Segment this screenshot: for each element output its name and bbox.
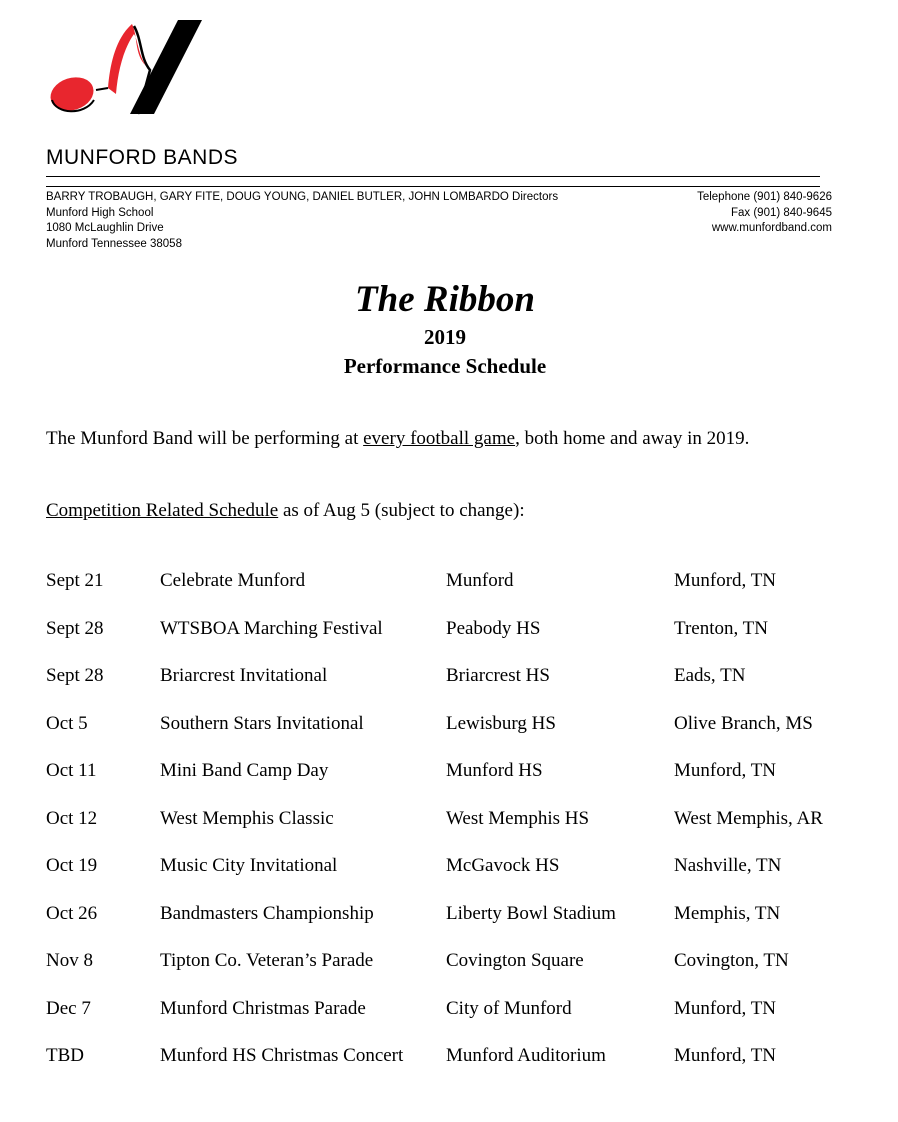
- intro-paragraph: [46, 428, 749, 450]
- competition-heading-underlined: Competition Related Schedule: [46, 500, 279, 521]
- telephone-line: Telephone (901) 840-9626: [697, 191, 832, 203]
- schedule-city: Munford, TN: [674, 1045, 777, 1066]
- schedule-venue: Briarcrest HS: [446, 665, 550, 686]
- schedule-date: TBD: [46, 1045, 84, 1066]
- schedule-event: Mini Band Camp Day: [160, 760, 329, 781]
- schedule-table: [46, 570, 856, 1093]
- schedule-date: Dec 7: [46, 997, 91, 1019]
- page-subtitle: Performance Schedule: [343, 354, 547, 378]
- schedule-venue: West Memphis HS: [446, 807, 590, 829]
- schedule-venue: Munford HS: [446, 760, 543, 781]
- street-line: 1080 McLaughlin Drive: [46, 222, 164, 234]
- schedule-venue: City of Munford: [446, 997, 572, 1019]
- directors-line: BARRY TROBAUGH, GARY FITE, DOUG YOUNG, DANIEL BUTLER, JOHN LOMBARDO Directors: [46, 191, 559, 203]
- schedule-city: Covington, TN: [674, 950, 789, 971]
- schedule-city: Nashville, TN: [674, 855, 782, 876]
- schedule-city: Munford, TN: [674, 997, 777, 1019]
- schedule-venue: Munford Auditorium: [446, 1045, 606, 1066]
- schedule-city: Memphis, TN: [674, 902, 781, 924]
- schedule-row: [46, 855, 856, 903]
- schedule-date: Nov 8: [46, 950, 93, 971]
- schedule-city: Trenton, TN: [674, 617, 768, 639]
- schedule-venue: Liberty Bowl Stadium: [446, 902, 616, 924]
- schedule-city: West Memphis, AR: [674, 807, 823, 829]
- schedule-event: Celebrate Munford: [160, 570, 306, 591]
- schedule-city: Munford, TN: [674, 760, 777, 781]
- schedule-event: WTSBOA Marching Festival: [160, 617, 383, 639]
- schedule-row: [46, 760, 856, 808]
- schedule-event: Music City Invitational: [160, 855, 338, 876]
- schedule-city: Olive Branch, MS: [674, 712, 813, 734]
- fax-line: Fax (901) 840-9645: [730, 206, 832, 219]
- schedule-event: Tipton Co. Veteran’s Parade: [160, 950, 374, 971]
- org-name: MUNFORD BANDS: [46, 146, 239, 169]
- schedule-date: Oct 5: [46, 712, 88, 734]
- schedule-event: Bandmasters Championship: [160, 902, 374, 924]
- website-link[interactable]: www.munfordband.com: [711, 222, 832, 234]
- schedule-date: Sept 21: [46, 570, 104, 591]
- schedule-venue: Peabody HS: [446, 617, 541, 639]
- school-line: Munford High School: [46, 206, 154, 219]
- city-line: Munford Tennessee 38058: [46, 237, 182, 250]
- address-block: [46, 190, 558, 252]
- schedule-date: Oct 12: [46, 807, 98, 829]
- schedule-event: Munford HS Christmas Concert: [160, 1045, 404, 1066]
- page-year: 2019: [424, 325, 466, 349]
- schedule-event: Southern Stars Invitational: [160, 712, 364, 734]
- contact-block: [697, 190, 832, 237]
- schedule-row: [46, 713, 856, 761]
- schedule-row: [46, 1045, 856, 1093]
- schedule-event: Munford Christmas Parade: [160, 997, 366, 1019]
- competition-heading-rest: as of Aug 5 (subject to change):: [278, 500, 525, 521]
- header-rule: [46, 176, 820, 177]
- munford-bands-logo: [46, 18, 206, 118]
- schedule-venue: McGavock HS: [446, 855, 560, 876]
- schedule-date: Oct 26: [46, 902, 98, 924]
- schedule-row: [46, 665, 856, 713]
- schedule-date: Oct 11: [46, 760, 97, 781]
- schedule-row: [46, 998, 856, 1046]
- schedule-date: Sept 28: [46, 665, 104, 686]
- schedule-row: [46, 950, 856, 998]
- competition-heading: [46, 500, 525, 522]
- header-rule: [46, 186, 820, 187]
- schedule-row: [46, 903, 856, 951]
- schedule-event: West Memphis Classic: [160, 807, 334, 829]
- schedule-event: Briarcrest Invitational: [160, 665, 328, 686]
- schedule-date: Sept 28: [46, 617, 104, 639]
- page-title: The Ribbon: [355, 279, 535, 320]
- intro-underlined-text: every football game: [363, 428, 516, 449]
- schedule-venue: Lewisburg HS: [446, 712, 556, 734]
- schedule-row: [46, 808, 856, 856]
- schedule-city: Munford, TN: [674, 570, 777, 591]
- schedule-city: Eads, TN: [674, 665, 746, 686]
- schedule-date: Oct 19: [46, 855, 98, 876]
- intro-text-after: , both home and away in 2019.: [515, 428, 750, 449]
- schedule-venue: Covington Square: [446, 950, 584, 971]
- schedule-row: [46, 570, 856, 618]
- schedule-row: [46, 618, 856, 666]
- schedule-venue: Munford: [446, 570, 514, 591]
- intro-text-before: The Munford Band will be performing at: [46, 428, 364, 449]
- music-note-m-logo-icon: [46, 18, 206, 118]
